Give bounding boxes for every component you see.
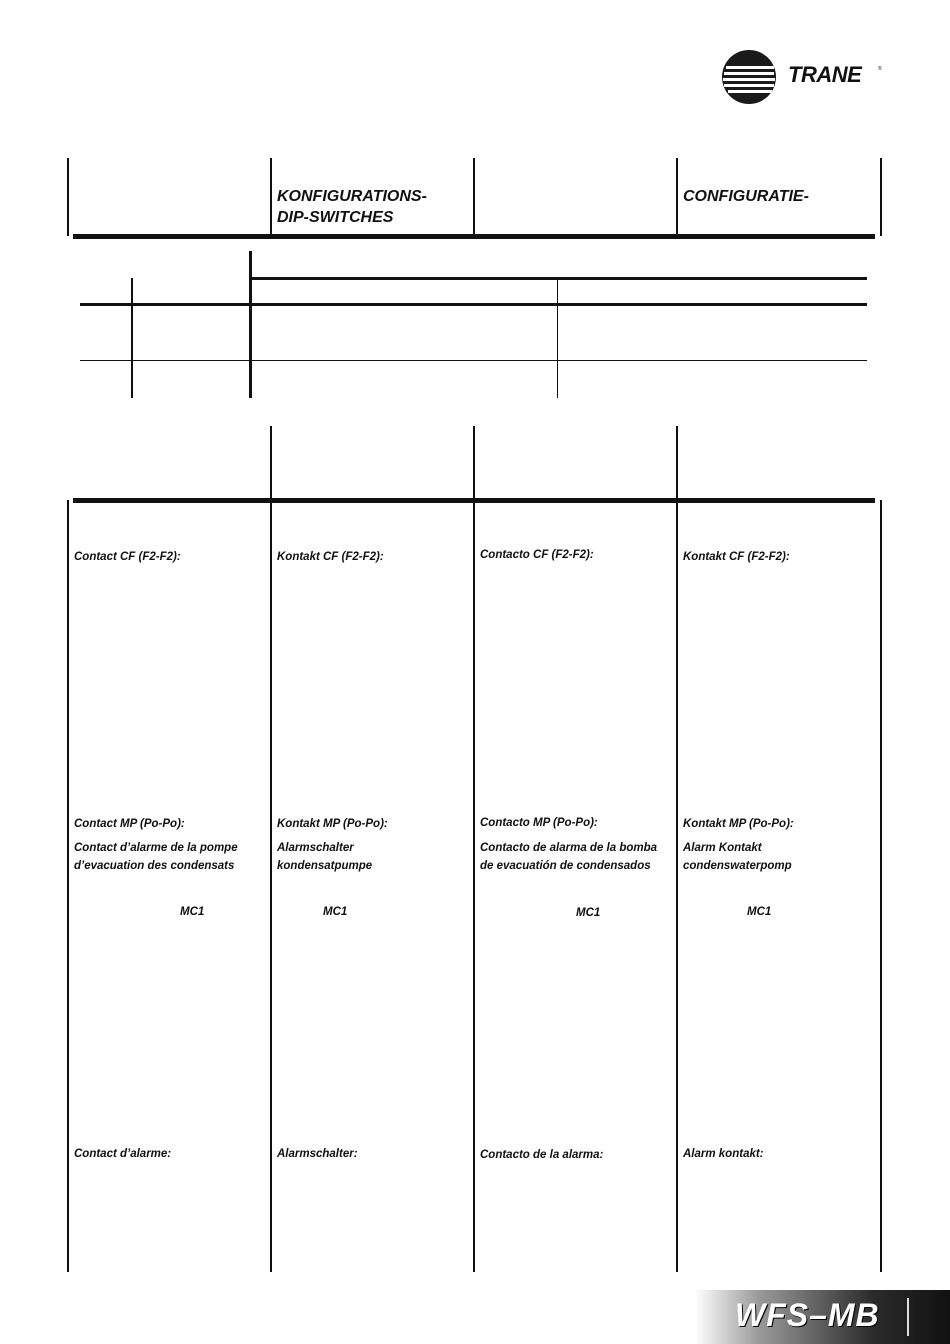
badge-divider bbox=[907, 1298, 909, 1336]
contact-cf-label: Contacto CF (F2-F2): bbox=[480, 549, 594, 561]
column-divider bbox=[270, 500, 272, 1272]
alarm-contact-label: Contact d’alarme: bbox=[74, 1148, 172, 1160]
header-rule bbox=[73, 234, 875, 239]
mc1-label: MC1 bbox=[576, 907, 601, 919]
contact-mp-label: Kontakt MP (Po-Po): bbox=[683, 818, 794, 830]
brand-name: TRANE bbox=[788, 62, 862, 87]
alarm-contact-label: Alarmschalter: bbox=[277, 1148, 358, 1160]
mc1-label: MC1 bbox=[323, 906, 348, 918]
mp-description: Alarm Kontakt bbox=[683, 842, 762, 854]
column-divider bbox=[67, 158, 69, 236]
heading-configuratie: CONFIGURATIE- bbox=[683, 188, 809, 205]
column-divider bbox=[676, 500, 678, 1272]
column-divider bbox=[473, 500, 475, 1272]
model-name: WFS–MB bbox=[735, 1297, 880, 1333]
contact-cf-label: Contact CF (F2-F2): bbox=[74, 551, 181, 563]
trane-logo bbox=[722, 50, 882, 106]
mp-description: kondensatpumpe bbox=[277, 860, 373, 872]
mc1-label: MC1 bbox=[180, 906, 205, 918]
contact-mp-label: Contacto MP (Po-Po): bbox=[480, 817, 598, 829]
column-divider bbox=[676, 426, 678, 502]
contact-mp-label: Contact MP (Po-Po): bbox=[74, 818, 185, 830]
table-header-rule bbox=[80, 303, 867, 306]
column-divider bbox=[880, 158, 882, 236]
alarm-contact-label: Contacto de la alarma: bbox=[480, 1149, 604, 1161]
mc1-label: MC1 bbox=[747, 906, 772, 918]
contact-cf-label: Kontakt CF (F2-F2): bbox=[683, 551, 790, 563]
mp-description: condenswaterpomp bbox=[683, 860, 792, 872]
column-divider bbox=[270, 158, 272, 236]
column-divider bbox=[880, 500, 882, 1272]
mp-description: de evacuatión de condensados bbox=[480, 860, 651, 872]
column-divider bbox=[67, 500, 69, 1272]
table-divider bbox=[131, 278, 133, 398]
mp-description: Contacto de alarma de la bomba bbox=[480, 842, 658, 854]
table-top-rule bbox=[250, 277, 867, 280]
alarm-contact-label: Alarm kontakt: bbox=[683, 1148, 764, 1160]
mp-description: Alarmschalter bbox=[277, 842, 354, 854]
contact-mp-label: Kontakt MP (Po-Po): bbox=[277, 818, 388, 830]
table-divider bbox=[557, 280, 558, 398]
mp-description: Contact d’alarme de la pompe bbox=[74, 842, 238, 854]
heading-konfigurations: KONFIGURATIONS- DIP-SWITCHES bbox=[277, 188, 427, 226]
trane-logo-icon bbox=[722, 50, 776, 104]
table-row-rule bbox=[80, 360, 867, 361]
mp-description: d’evacuation des condensats bbox=[74, 860, 235, 872]
column-divider bbox=[473, 426, 475, 502]
registered-mark: ® bbox=[878, 66, 882, 72]
table-divider bbox=[249, 251, 252, 398]
contact-cf-label: Kontakt CF (F2-F2): bbox=[277, 551, 384, 563]
model-badge bbox=[695, 1290, 950, 1344]
column-divider bbox=[473, 158, 475, 236]
column-divider bbox=[270, 426, 272, 502]
column-divider bbox=[676, 158, 678, 236]
